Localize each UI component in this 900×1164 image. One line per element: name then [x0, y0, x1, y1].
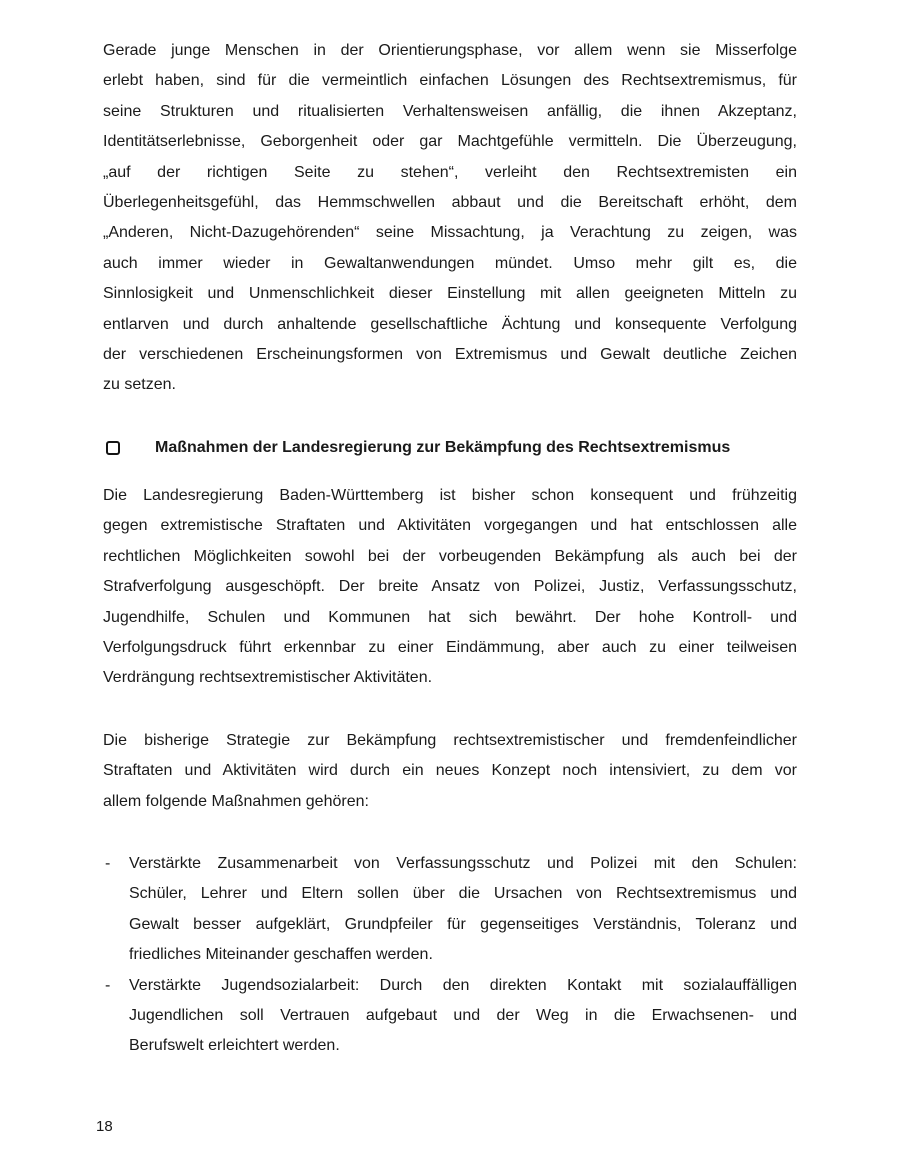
text-line: Schüler, Lehrer und Eltern sollen über die Ursachen von Rechtsextremismus und: [129, 885, 797, 903]
text-line: gegen extremistische Straftaten und Aktivitäten vorgegangen und hat entschlossen alle: [103, 517, 797, 535]
text-line: Jugendhilfe, Schulen und Kommunen hat sich bewährt. Der hohe Kontroll- und: [103, 608, 797, 626]
page-number: 18: [96, 1118, 113, 1135]
text-line: Verdrängung rechtsextremistischer Aktivitäten.: [103, 669, 433, 687]
text-line: friedliches Miteinander geschaffen werden.: [129, 946, 433, 964]
text-line: Gerade junge Menschen in der Orientierungsphase, vor allem wenn sie Misserfolge: [103, 42, 797, 59]
text-line: erlebt haben, sind für die vermeintlich einfachen Lösungen des Rechtsextremismus, für: [103, 72, 797, 90]
section-heading: [103, 433, 797, 463]
text-line: Verfolgungsdruck führt erkennbar zu einer Eindämmung, aber auch zu einer teilweisen: [103, 639, 797, 657]
text-line: Die bisherige Strategie zur Bekämpfung rechtsextremistischer und fremdenfeindlicher: [103, 732, 797, 749]
text-line: der verschiedenen Erscheinungsformen von Extremismus und Gewalt deutliche Zeichen: [103, 346, 797, 364]
section-heading-text: Maßnahmen der Landesregierung zur Bekämpfung des Rechtsextremismus: [155, 439, 731, 456]
text-line: Berufswelt erleichtert werden.: [129, 1037, 340, 1055]
text-line: rechtlichen Möglichkeiten sowohl bei der vorbeugenden Bekämpfung als auch bei der: [103, 547, 797, 565]
text-line: seine Strukturen und ritualisierten Verhaltensweisen anfällig, die ihnen Akzeptanz,: [103, 102, 797, 120]
text-line: Identitätserlebnisse, Geborgenheit oder gar Machtgefühle vermitteln. Die Überzeugung,: [103, 133, 797, 151]
list-item: [103, 849, 797, 971]
text-line: Gewalt besser aufgeklärt, Grundpfeiler für gegenseitiges Verständnis, Toleranz und: [129, 915, 797, 933]
text-line: Straftaten und Aktivitäten wird durch ein neues Konzept noch intensiviert, zu dem vor: [103, 762, 797, 780]
text-line: auch immer wieder in Gewaltanwendungen mündet. Umso mehr gilt es, die: [103, 254, 797, 272]
list-item: [103, 971, 797, 1062]
text-line: „Anderen, Nicht-Dazugehörenden“ seine Missachtung, ja Verachtung zu zeigen, was: [103, 224, 797, 242]
dash-bullet: -: [105, 855, 111, 872]
text-line: Sinnlosigkeit und Unmenschlichkeit dieser Einstellung mit allen geeigneten Mitteln zu: [103, 285, 797, 303]
dash-bullet: -: [105, 976, 111, 994]
text-line: Verstärkte Zusammenarbeit von Verfassungsschutz und Polizei mit den Schulen:: [129, 855, 797, 872]
text-line: Jugendlichen soll Vertrauen aufgebaut und der Weg in die Erwachsenen- und: [129, 1007, 797, 1025]
measures-list: [103, 849, 797, 1062]
paragraph-2: [103, 481, 797, 694]
text-line: Verstärkte Jugendsozialarbeit: Durch den direkten Kontakt mit sozialauffälligen: [129, 976, 797, 994]
text-line: Überlegenheitsgefühl, das Hemmschwellen abbaut und die Bereitschaft erhöht, dem: [103, 194, 797, 212]
text-line: Strafverfolgung ausgeschöpft. Der breite Ansatz von Polizei, Justiz, Verfassungsschutz,: [103, 578, 797, 596]
paragraph-3: [103, 726, 797, 817]
paragraph-1: [103, 36, 797, 401]
text-line: zu setzen.: [103, 376, 176, 394]
text-line: Die Landesregierung Baden-Württemberg ist bisher schon konsequent und frühzeitig: [103, 487, 797, 504]
text-line: „auf der richtigen Seite zu stehen“, verleiht den Rechtsextremisten ein: [103, 163, 797, 181]
text-line: allem folgende Maßnahmen gehören:: [103, 792, 369, 810]
text-line: entlarven und durch anhaltende gesellschaftliche Ächtung und konsequente Verfolgung: [103, 315, 797, 333]
square-bullet-icon: [106, 441, 120, 455]
